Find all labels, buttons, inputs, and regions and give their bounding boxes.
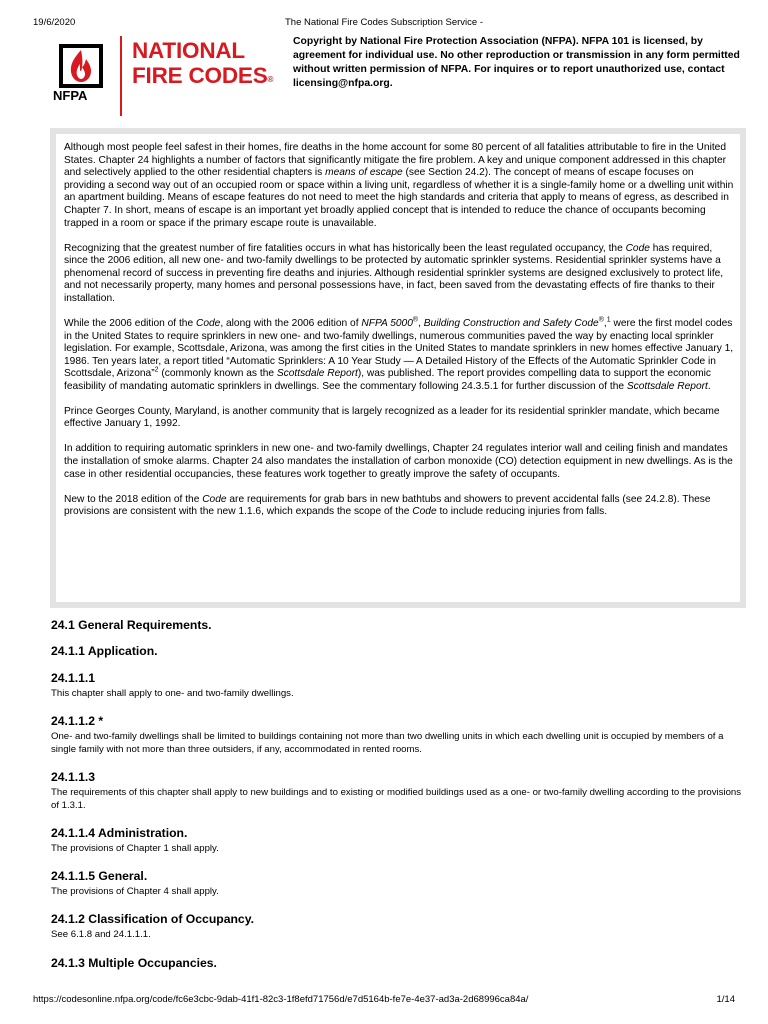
page-number: 1/14 [716,994,735,1005]
section-heading: 24.1.3 Multiple Occupancies. [51,956,217,970]
section-heading: 24.1 General Requirements. [51,618,212,632]
registered-mark: ® [267,75,274,84]
commentary-paragraph: While the 2006 edition of the Code, along with the 2006 edition of NFPA 5000®, Building Construction and Safety Code®,$^1$ were the first model codes in the United States to require sprinklers in new one- and two-family dwellings, numerous communities paved the way by enacting local sprinkler legislation. For example, Scottsdale, Arizona, was among the first cities in the United States to mandate sprinklers in new homes effective January 1, 1986. Ten years later, a report titled “Automatic Sprinklers: A 10 Year Study — A Detailed History of the Effects of the Automatic Sprinkler Code in Scottsdale, Arizona”$^2$ (commonly known as the Scottsdale Report), was published. The report provides compelling data to support the economic feasibility of mandating automatic sprinklers in dwellings. See the commentary following 24.3.5.1 for further discussion of the Scottsdale Report. [64,316,734,392]
print-url: https://codesonline.nfpa.org/code/fc6e3cbc-9dab-41f1-82c3-1f8efd71756d/e7d5164b-fe7e-4e37-ad3a-2d68996ca84a/ [33,994,529,1005]
logo-divider [120,36,122,116]
section-body: The requirements of this chapter shall apply to new buildings and to existing or modified buildings used as a one- or two-family dwelling according to the provisions of 1.3.1. [51,787,742,811]
brand-line-2-text: FIRE CODES [132,63,268,88]
section-body: The provisions of Chapter 4 shall apply. [51,886,219,897]
section-heading: 24.1.1.2 * [51,714,104,728]
commentary-paragraph: Prince Georges County, Maryland, is another community that is largely recognized as a leader for its residential sprinkler mandate, which became effective January 1, 1992. [64,405,720,430]
commentary-paragraph: Although most people feel safest in their homes, fire deaths in the home account for some 80 percent of all fatalities attributable to fire in the United States. Chapter 24 highlights a number of factors that significantly mitigate the fire problem. A key and unique component addressed in this chapter and selectively applied to the other residential chapters is means of escape (see Section 24.2). The concept of means of escape focuses on providing a second way out of an occupied room or space within a living unit, regardless of whether it is a single-family home or a dwelling unit within an apartment building. Means of escape features do not need to meet the high standards and criteria that apply to means of egress, as described in Chapter 7. In short, means of escape is an important yet broadly applied concept that is intended to reduce the chance of occupants becoming trapped in a room or space if the primary escape route is unavailable. [64,142,734,229]
print-page-title: The National Fire Codes Subscription Service - [284,17,483,28]
commentary-box [50,128,746,608]
section-heading: 24.1.1 Application. [51,644,158,658]
print-header [0,17,768,31]
nfpa-logo-text: NFPA [53,88,88,102]
print-footer [0,994,768,1008]
commentary-content [56,134,740,602]
print-date: 19/6/2020 [33,17,76,28]
section-heading: 24.1.1.3 [51,770,96,784]
section-24-1-1 [51,644,751,659]
section-24-1-2 [51,912,751,942]
copyright-notice: Copyright by National Fire Protection Association (NFPA). NFPA 101 is licensed, by agreement for individual use. No other reproduction or transmission in any form permitted without written permission of NFPA. For inquires or to report unauthorized use, contact licensing@nfpa.org. [293,36,740,89]
section-24-1-1-1 [51,671,751,701]
section-24-1 [51,618,751,633]
section-heading: 24.1.1.4 Administration. [51,826,188,840]
brand-wordmark [132,38,273,88]
section-24-1-3 [51,956,751,971]
section-body: The provisions of Chapter 1 shall apply. [51,843,219,854]
section-24-1-1-4 [51,826,751,856]
masthead [0,30,768,116]
brand-line-2 [132,63,273,88]
commentary-paragraph: Recognizing that the greatest number of fire fatalities occurs in what has historically been the least regulated occupancy, the Code has required, since the 2006 edition, all new one- and two-family dwellings to be protected by automatic sprinkler systems. Residential sprinkler systems have a phenomenal record of success in preventing fire deaths and injuries. Although residential sprinkler systems are designed exclusively to protect life, and not necessarily property, many homes and personal possessions have, in fact, been saved from the devastating effects of fire thanks to their installation. [64,242,724,304]
section-body: See 6.1.8 and 24.1.1.1. [51,929,151,940]
section-24-1-1-5 [51,869,751,899]
brand-line-1: NATIONAL [132,38,245,63]
section-heading: 24.1.1.1 [51,671,96,685]
section-24-1-1-2 [51,714,751,756]
nfpa-flame-logo-icon [49,42,113,102]
section-heading: 24.1.2 Classification of Occupancy. [51,912,254,926]
section-heading: 24.1.1.5 General. [51,869,148,883]
section-body: This chapter shall apply to one- and two-family dwellings. [51,688,294,699]
section-24-1-1-3 [51,770,751,812]
commentary-paragraph: New to the 2018 edition of the Code are requirements for grab bars in new bathtubs and showers to prevent accidental falls (see 24.2.8). These provisions are consistent with the new 1.1.6, which expands the scope of the Code to include reducing injuries from falls. [64,493,711,518]
commentary-paragraph: In addition to requiring automatic sprinklers in new one- and two-family dwellings, Chapter 24 regulates interior wall and ceiling finish and mandates the installation of smoke alarms. Chapter 24 also mandates the installation of carbon monoxide (CO) detection equipment in new dwellings. As is the case in other residential occupancies, these features work together to greatly improve the safety of occupants. [64,443,733,480]
section-body: One- and two-family dwellings shall be limited to buildings containing not more than two dwelling units in which each dwelling unit is occupied by members of a single family with not more than three outsiders, if any, accommodated in rented rooms. [51,731,724,755]
